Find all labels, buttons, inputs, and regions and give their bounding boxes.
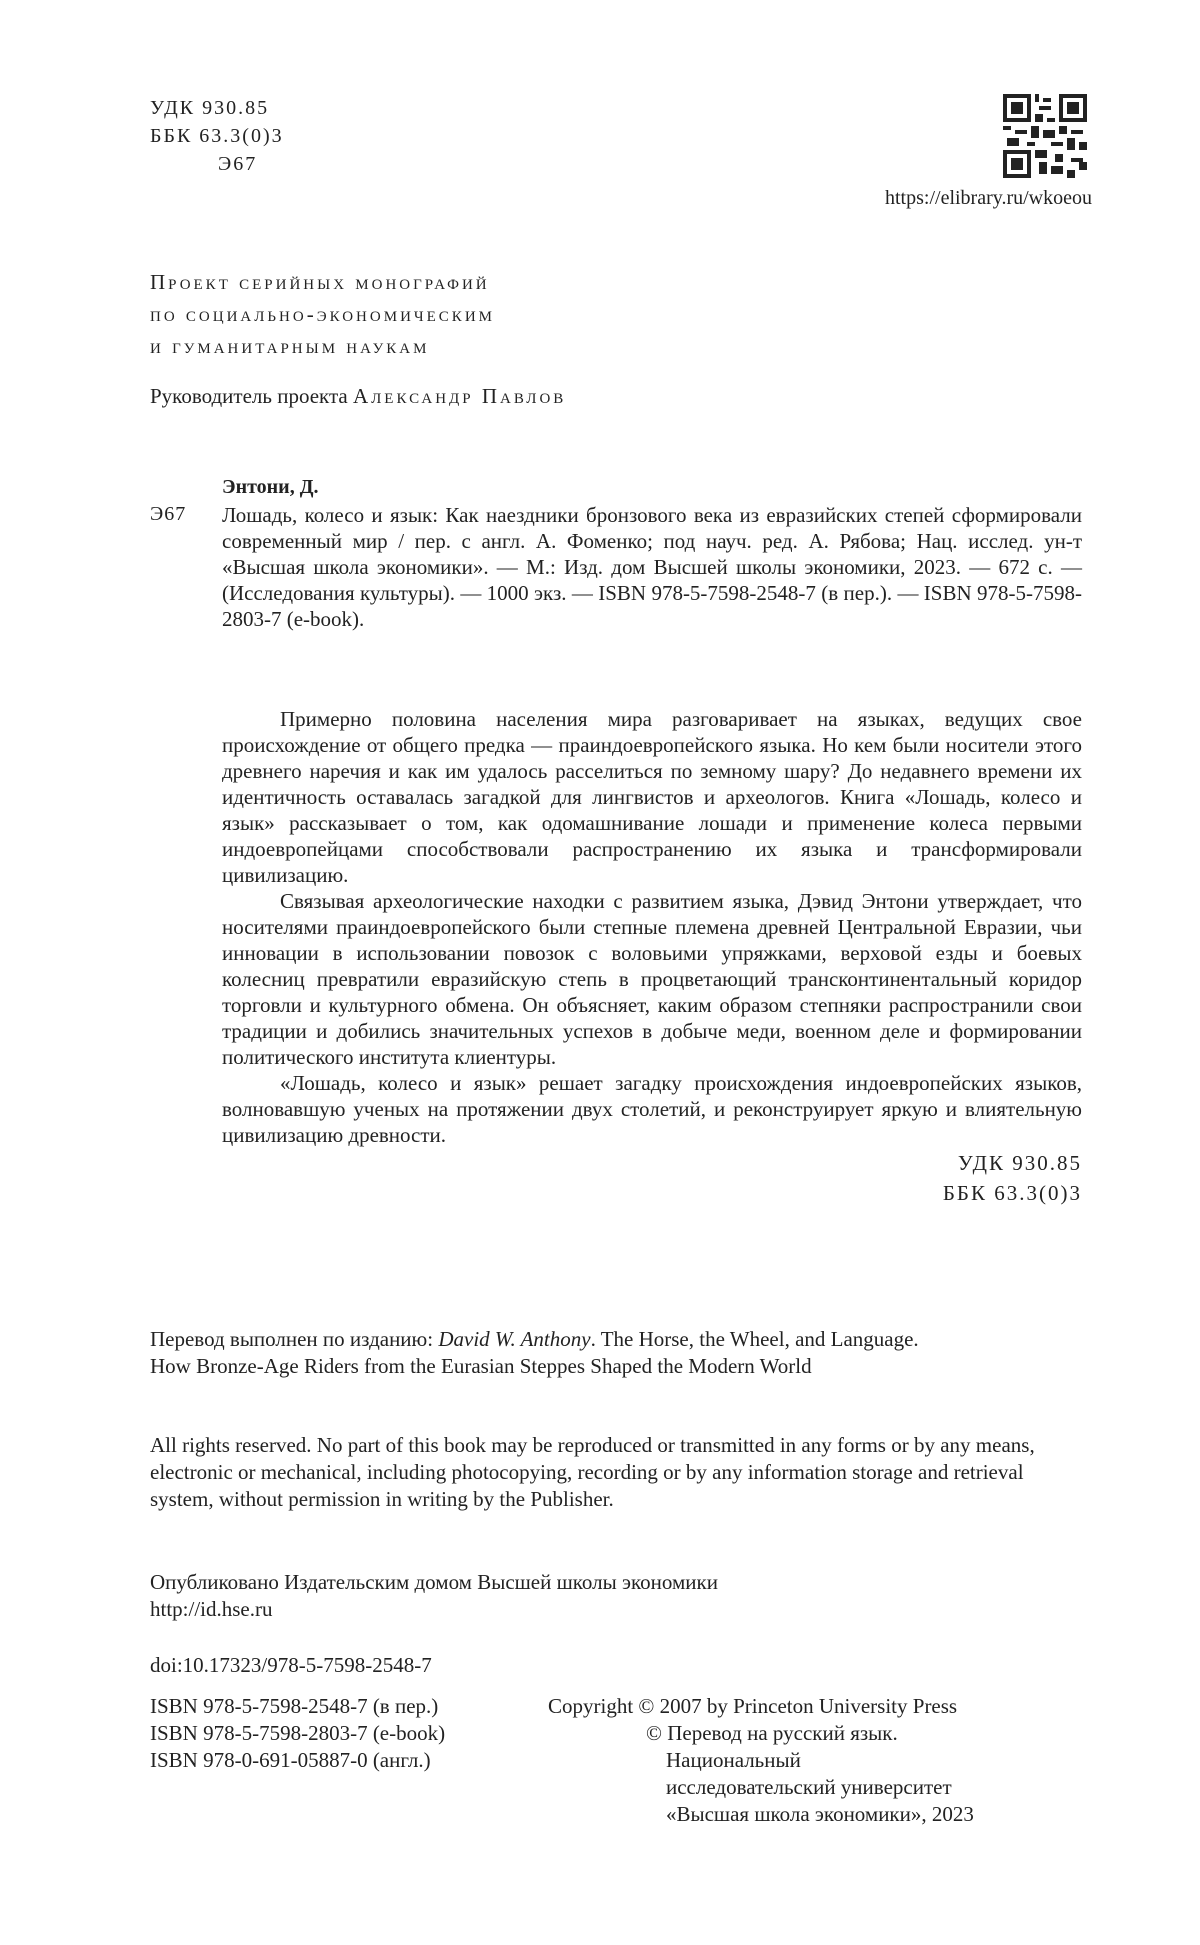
abstract-udk: УДК 930.85 <box>957 1151 1082 1175</box>
bbk-code: ББК 63.3(0)3 <box>150 125 284 147</box>
series-title <box>150 266 495 362</box>
abstract-paragraph-1: Примерно половина населения мира разговаривает на языках, ведущих свое происхождение от общего предка — праиндоевропейского языка. Но кем были носители этого древнего наречия и как им удалось расселиться по земному шару? До недавнего времени их идентичность оставалась загадкой для лингвистов и археологов. Книга «Лошадь, колесо и язык» рассказывает о том, как одомашнивание лошади и применение колеса первыми индоевропейцами способствовали распространению их языка и трансформировали цивилизацию. <box>222 707 1082 887</box>
isbn-print: ISBN 978-5-7598-2548-7 (в пер.) <box>150 1694 439 1718</box>
translation-author: David W. Anthony <box>438 1327 591 1351</box>
abstract-paragraph-2: Связывая археологические находки с развитием языка, Дэвид Энтони утверждает, что носителями праиндоевропейского были степные племена древней Центральной Евразии, чьи инновации в использовании повозок с воловьими упряжками, верховой езды и боевых колесниц превратили евразийскую степь в процветающий трансконтинентальный коридор торговли и культурного обмена. Он объясняет, каким образом степняки распространили свои традиции и добились значительных успехов в добыче меди, военном деле и формировании политического института клиентуры. <box>222 889 1082 1069</box>
isbn-ebook: ISBN 978-5-7598-2803-7 (e-book) <box>150 1721 446 1745</box>
series-line-1: Проект серийных монографий <box>150 270 490 294</box>
doi: doi:10.17323/978-5-7598-2548-7 <box>150 1653 432 1677</box>
udk-code: УДК 930.85 <box>150 97 270 119</box>
abstract-paragraph-3: «Лошадь, колесо и язык» решает загадку происхождения индоевропейских языков, волновавшую ученых на протяжении двух столетий, и реконструирует яркую и влиятельную цивилизацию древности. <box>222 1071 1082 1147</box>
qr-code-icon <box>1003 94 1087 183</box>
copyright-translation <box>548 1720 974 1828</box>
bib-mark: Э67 <box>150 503 187 525</box>
series-line-3: и гуманитарным наукам <box>150 334 430 358</box>
translation-title: . The Horse, the Wheel, and Language. How Bronze-Age Riders from the Eurasian Steppes Shaped the Modern World <box>150 1327 919 1378</box>
author-mark: Э67 <box>218 153 258 175</box>
qr-code-graphic <box>1003 94 1087 178</box>
project-lead-name: Александр Павлов <box>352 384 567 408</box>
copyright-translation-line-2: Национальный <box>666 1748 801 1772</box>
copyright-translation-line-3: исследовательский университет <box>666 1775 952 1799</box>
publisher-line: Опубликовано Издательским домом Высшей школы экономики <box>150 1570 718 1594</box>
copyright-translation-line-1: © Перевод на русский язык. <box>646 1721 898 1745</box>
translation-note <box>150 1326 930 1380</box>
publisher-url[interactable]: http://id.hse.ru <box>150 1597 273 1621</box>
abstract <box>222 706 1082 1206</box>
project-lead-label: Руководитель проекта <box>150 384 348 408</box>
isbn-list <box>150 1693 445 1774</box>
copyright-block <box>548 1693 974 1828</box>
isbn-english: ISBN 978-0-691-05887-0 (англ.) <box>150 1748 431 1772</box>
header-classification <box>150 96 284 176</box>
publisher-info <box>150 1569 718 1623</box>
rights-statement: All rights reserved. No part of this book may be reproduced or transmitted in any forms or by any means, electronic or mechanical, including photocopying, recording or by any information storage and retrieval system, without permission in writing by the Publisher. <box>150 1433 1035 1511</box>
bib-entry: Лошадь, колесо и язык: Как наездники бронзового века из евразийских степей сформировали современный мир / пер. с англ. А. Фоменко; под науч. ред. А. Рябова; Нац. исслед. ун-т «Высшая школа экономики». — М.: Изд. дом Высшей школы экономики, 2023. — 672 с. — (Исследования культуры). — 1000 экз. — ISBN 978-5-7598-2548-7 (в пер.). — ISBN 978-5-7598-2803-7 (e-book). <box>222 503 1082 631</box>
series-line-2: по социально-экономическим <box>150 302 495 326</box>
qr-url: https://elibrary.ru/wkoeou <box>885 187 1092 209</box>
translation-prefix: Перевод выполнен по изданию: <box>150 1327 439 1351</box>
copyright-original: Copyright © 2007 by Princeton University Press <box>548 1694 958 1718</box>
abstract-bbk: ББК 63.3(0)3 <box>942 1181 1082 1205</box>
copyright-translation-line-4: «Высшая школа экономики», 2023 <box>666 1802 974 1826</box>
project-lead <box>150 384 566 409</box>
bib-author: Энтони, Д. <box>222 476 319 498</box>
